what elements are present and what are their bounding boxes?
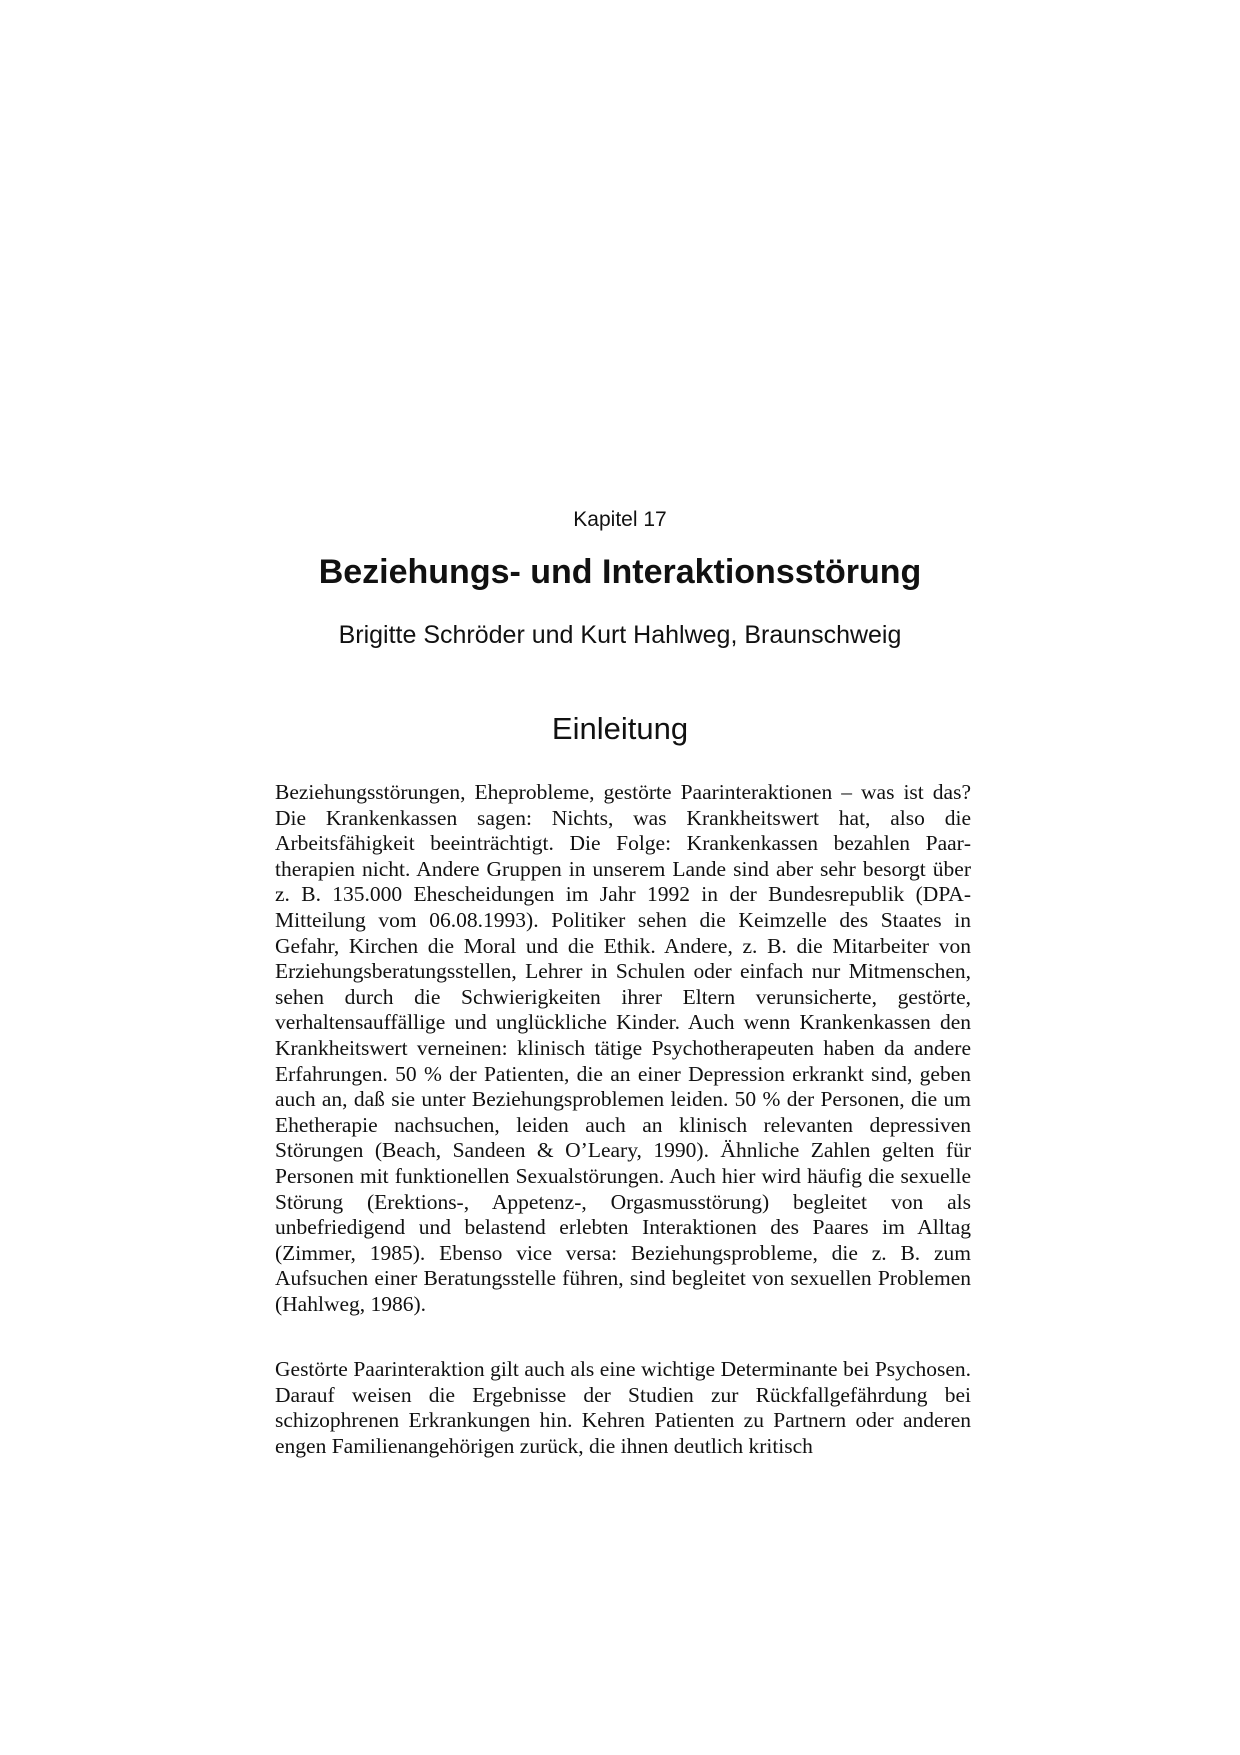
- body-paragraph: Gestörte Paarinteraktion gilt auch als eine wichtige Determinante bei Psychosen. Darauf weisen die Ergebnisse der Studien zur Rückfallgefährdung bei schizophrenen Erkrankungen hin. Kehren Patienten zu Partnern oder anderen engen Familienangehörigen zurück, die ihnen deutlich kritisch: [275, 1357, 971, 1458]
- body-paragraph: Beziehungsstörungen, Eheprobleme, gestörte Paarinteraktionen – was ist das? Die Krankenkassen sagen: Nichts, was Krankheitswert hat, also die Arbeitsfähigkeit beeinträchtigt. Die Folge: Krankenkassen bezahlen Paartherapien nicht. Andere Gruppen in unserem Lande sind aber sehr besorgt über z. B. 135.000 Ehescheidungen im Jahr 1992 in der Bundesrepublik (DPA-Mitteilung vom 06.08.1993). Politiker sehen die Keimzelle des Staates in Gefahr, Kirchen die Moral und die Ethik. Andere, z. B. die Mitarbeiter von Erziehungsberatungsstellen, Lehrer in Schulen oder einfach nur Mitmenschen, sehen durch die Schwierigkeiten ihrer Eltern verunsicherte, gestörte, verhaltensauffällige und unglückliche Kinder. Auch wenn Krankenkassen den Krankheitswert verneinen: klinisch tätige Psychotherapeuten haben da andere Erfahrungen. 50 % der Patienten, die an einer Depression erkrankt sind, geben auch an, daß sie unter Beziehungsproblemen leiden. 50 % der Personen, die um Ehetherapie nachsuchen, leiden auch an klinisch relevanten depressiven Störungen (Beach, Sandeen & O’Leary, 1990). Ähnliche Zahlen gelten für Personen mit funktionellen Sexualstörungen. Auch hier wird häufig die sexuelle Störung (Erektions-, Appetenz-, Orgasmusstörung) begleitet von als unbefriedigend und belastend erlebten Interaktionen des Paares im Alltag (Zimmer, 1985). Ebenso vice versa: Beziehungsprobleme, die z. B. zum Aufsuchen einer Beratungsstelle führen, sind begleitet von sexuellen Problemen (Hahlweg, 1986).: [275, 780, 971, 1316]
- section-heading: Einleitung: [551, 711, 689, 746]
- chapter-title: Beziehungs- und Interaktionsstörung: [318, 553, 922, 591]
- authors-line: Brigitte Schröder und Kurt Hahlweg, Braunschweig: [338, 621, 902, 649]
- chapter-label: Kapitel 17: [573, 508, 667, 531]
